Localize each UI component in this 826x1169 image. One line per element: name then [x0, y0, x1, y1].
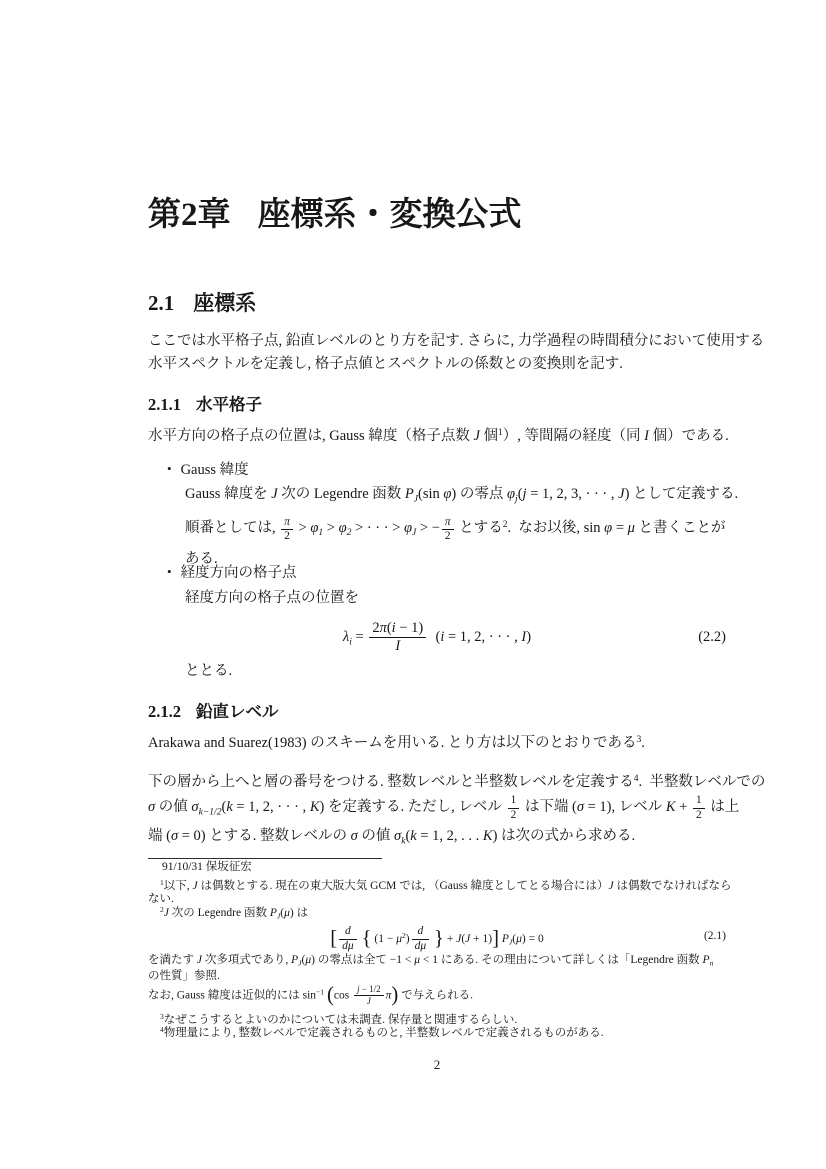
- text-line: 端 (σ = 0) とする. 整数レベルの σ の値 $\sigma_k(k = 1$, 2, . . . K) は次の式から求める.: [148, 828, 636, 847]
- equation-body: [ $\frac{d}{d\mu}$ { $(1 - \mu^2)$ $\frac{d}{d\mu}$ } + J(J + 1)] $P_J(\mu) = 0$: [330, 925, 544, 952]
- equation-number: (2.2): [698, 629, 726, 645]
- footnote-2-note: [148, 985, 726, 1006]
- paragraph: [148, 730, 726, 753]
- text-line: ない.: [148, 893, 174, 906]
- subsection-title: 水平格子: [196, 395, 262, 414]
- paragraph: [185, 661, 726, 681]
- bullet-body: [185, 483, 739, 570]
- text-line: 下の層から上へと層の番号をつける. 整数レベルと半整数レベルを定義する$^4$. 半整数レベルでの: [148, 773, 766, 790]
- text-line: 経度方向の格子点の位置を: [185, 590, 359, 606]
- equation-body: $\lambda_i$ = $\frac{2\pi(i - 1)}{I}$ (i = 1, 2, · · · , I): [342, 620, 532, 654]
- section-number: 2.1: [148, 291, 175, 315]
- bullet-item-gauss-latitude: [167, 458, 249, 479]
- bullet-label: Gauss 緯度: [180, 462, 249, 478]
- text-line: Arakawa and Suarez(1983) のスキームを用いる. とり方は以下のとおりである$^3$.: [148, 734, 645, 751]
- footnote-2-continued: [148, 954, 726, 984]
- bullet-icon: •: [167, 563, 172, 579]
- equation-2-1: [148, 919, 726, 953]
- text-line: σ の値 $\sigma_{k-1/2}(k = 1$, 2, · · · , K) を定義する. ただし, レベル $\frac{1}{2}$ は下端 (σ = 1), レベル K + $\frac{1}{2}$ は上: [148, 794, 740, 821]
- paragraph: [148, 766, 766, 853]
- chapter-heading: [148, 188, 522, 235]
- subsection-title: 鉛直レベル: [196, 702, 279, 721]
- text-line: 水平スペクトルを定義し, 格子点値とスペクトルの係数との変換則を記す.: [148, 356, 623, 372]
- equation-2-2: [148, 615, 726, 659]
- equation-number: (2.1): [703, 930, 726, 942]
- footnote-4: [148, 1023, 726, 1040]
- section-title: 座標系: [193, 291, 257, 315]
- chapter-number: 第2章: [148, 197, 231, 233]
- text-line: ここでは水平格子点, 鉛直レベルのとり方を記す. さらに, 力学過程の時間積分において使用する: [148, 333, 765, 349]
- text-line: の性質」参照.: [148, 970, 220, 983]
- text-line: $^1$以下, J は偶数とする. 現在の東大版大気 GCM では, （Gauss 緯度としてとる場合には）J は偶数でなければなら: [160, 878, 732, 892]
- subsection-heading-2-1-2: [148, 698, 279, 722]
- footnote-date: 91/10/31 保坂征宏: [162, 861, 252, 873]
- text-line: なお, Gauss 緯度は近似的には $\sin^{-1} (\cos$ $\frac{j - 1/2}{J}$ π) で与えられる.: [148, 984, 474, 1007]
- bullet-item-longitude-grid: [167, 561, 297, 582]
- text-line: 水平方向の格子点の位置は, Gauss 緯度（格子点数 J 個$^1$）, 等間隔の経度（同 I 個）である.: [148, 427, 729, 444]
- text-line: を満たす J 次多項式であり, $P_J(\mu)$ の零点は全て −1 < μ < 1 にある. その理由について詳しくは「Legendre 函数 $P_n$: [148, 954, 714, 968]
- bullet-body: [185, 588, 726, 608]
- subsection-number: 2.1.2: [148, 702, 181, 721]
- section-heading-2-1: [148, 287, 256, 317]
- text-line: ある.: [185, 551, 218, 568]
- bullet-icon: •: [167, 460, 172, 476]
- page-number: 2: [433, 1057, 441, 1072]
- bullet-label: 経度方向の格子点: [180, 565, 297, 581]
- paragraph: [148, 423, 729, 446]
- subsection-number: 2.1.1: [148, 395, 181, 414]
- text-line: $^3$なぜこうするとよいのかについては未調査. 保存量と関連するらしい.: [160, 1012, 518, 1026]
- text-line: ととる.: [185, 663, 233, 679]
- chapter-title: 座標系・変換公式: [257, 197, 522, 233]
- text-line: 順番としては, $\frac{\pi}{2}$ > $\varphi_1 > \varphi_2$ > · · · > $\varphi_J$ > − $\frac{\pi}{2}$ とする$^2$. なお以後, sin φ = μ と書くことが: [185, 515, 726, 543]
- intro-paragraph: [148, 330, 765, 376]
- text-line: Gauss 緯度を J 次の Legendre 函数 $P_J(\sin$ φ) の零点 $\varphi_j(j = 1$, 2, 3, · · · , J) として定義する.: [185, 486, 739, 505]
- subsection-heading-2-1-1: [148, 391, 262, 415]
- text-line: $^2$J 次の Legendre 函数 $P_J(\mu)$ は: [160, 905, 309, 921]
- footnote-rule: [148, 858, 382, 859]
- text-line: $^4$物理量により, 整数レベルで定義されるものと, 半整数レベルで定義されるものがある.: [160, 1025, 604, 1039]
